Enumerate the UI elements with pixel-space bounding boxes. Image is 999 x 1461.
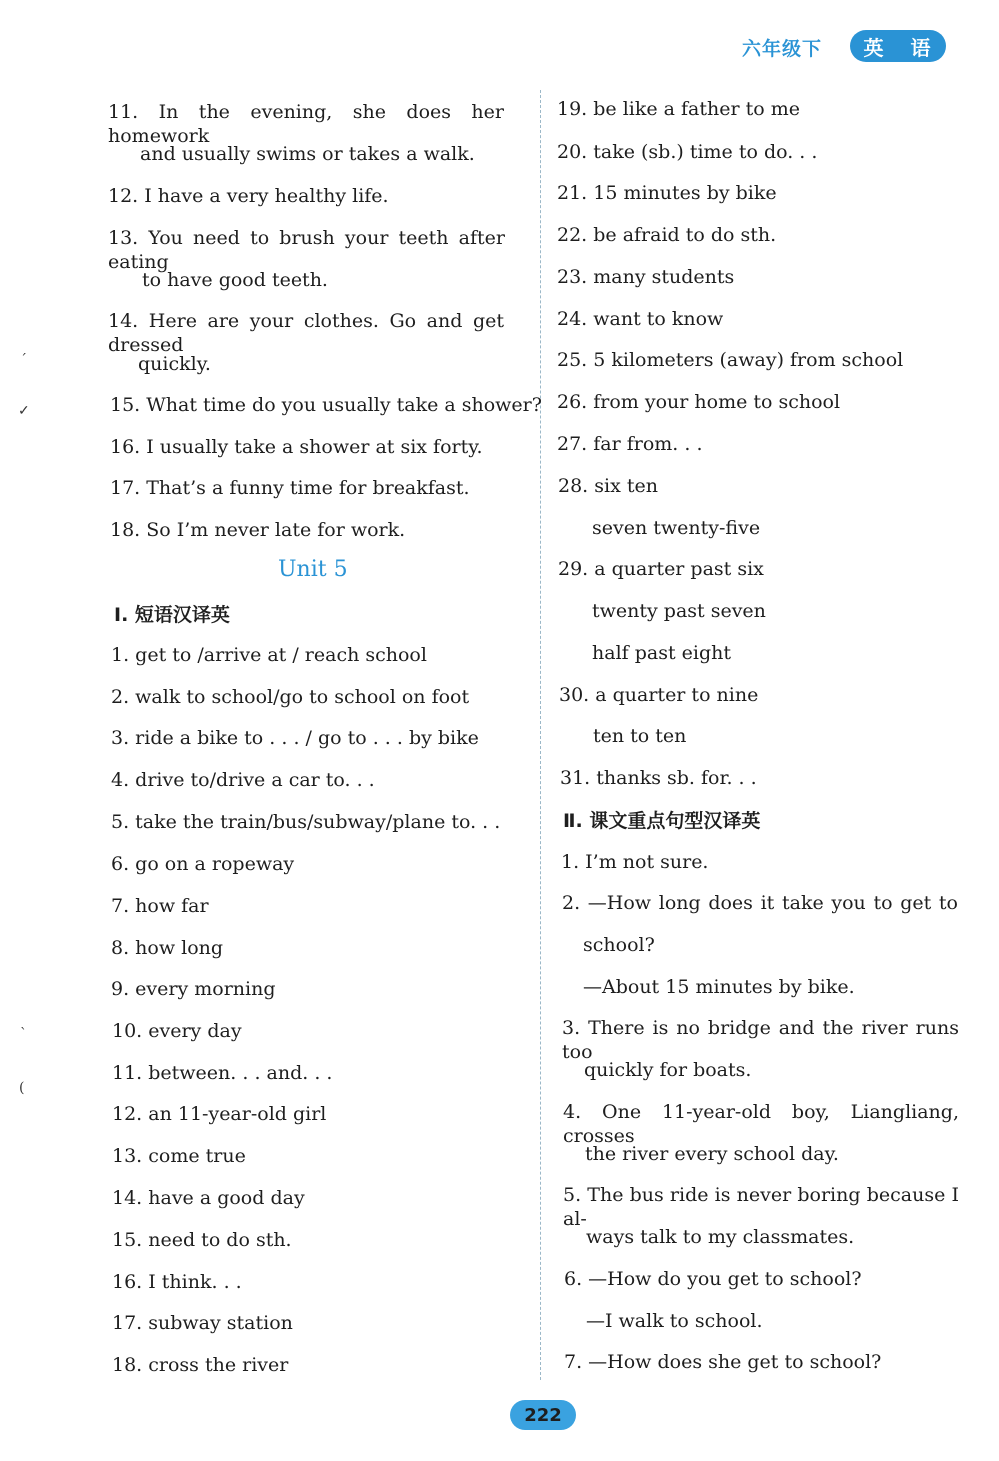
margin-mark: ✓	[18, 403, 30, 419]
text-line: 13. come true	[112, 1145, 246, 1167]
text-line: 8. how long	[111, 937, 224, 959]
unit-heading: Unit 5	[278, 557, 348, 582]
text-line: school?	[583, 934, 655, 956]
header-grade: 六年级下	[742, 38, 823, 60]
text-line: 11. between. . . and. . .	[112, 1062, 333, 1084]
text-line: 17. subway station	[112, 1312, 293, 1334]
text-line: 7. how far	[111, 895, 209, 917]
text-line: 30. a quarter to nine	[559, 684, 759, 706]
text-line: —About 15 minutes by bike.	[583, 976, 855, 998]
text-line: the river every school day.	[585, 1143, 839, 1165]
text-line: 29. a quarter past six	[558, 558, 764, 580]
header-subject-badge: 英 语	[850, 30, 946, 62]
text-line: twenty past seven	[592, 600, 766, 622]
text-line: 7. —How does she get to school?	[564, 1351, 882, 1373]
margin-mark: ˊ	[20, 352, 27, 368]
text-line: 23. many students	[557, 266, 735, 288]
text-line: 16. I think. . .	[112, 1271, 242, 1293]
text-line: 11. In the evening, she does her homework	[108, 101, 504, 147]
text-line: 4. drive to/drive a car to. . .	[111, 769, 375, 791]
text-line: 27. far from. . .	[557, 433, 703, 455]
text-line: 5. The bus ride is never boring because I al-	[563, 1184, 959, 1230]
text-line: 20. take (sb.) time to do. . .	[557, 141, 818, 163]
text-line: 2. —How long does it take you to get to	[562, 892, 958, 914]
text-line: 12. an 11-year-old girl	[112, 1103, 327, 1125]
text-line: 31. thanks sb. for. . .	[560, 767, 757, 789]
text-line: 2. walk to school/go to school on foot	[111, 686, 470, 708]
text-line: 9. every morning	[111, 978, 276, 1000]
text-line: ten to ten	[593, 725, 687, 747]
text-line: 22. be afraid to do sth.	[557, 224, 777, 246]
text-line: 18. So I’m never late for work.	[110, 519, 406, 541]
text-line: ways talk to my classmates.	[586, 1226, 855, 1248]
text-line: 12. I have a very healthy life.	[108, 185, 389, 207]
text-line: 15. need to do sth.	[112, 1229, 292, 1251]
text-line: 18. cross the river	[112, 1354, 289, 1376]
text-line: 24. want to know	[557, 308, 724, 330]
text-line: 1. get to /arrive at / reach school	[111, 644, 427, 666]
text-line: 4. One 11-year-old boy, Liangliang, crosses	[563, 1101, 959, 1147]
text-line: 3. There is no bridge and the river runs too	[562, 1017, 959, 1063]
text-line: seven twenty-five	[592, 517, 761, 539]
text-line: half past eight	[592, 642, 731, 664]
section-heading-sentences: Ⅱ. 课文重点句型汉译英	[563, 810, 761, 832]
column-divider	[540, 90, 541, 1380]
text-line: to have good teeth.	[142, 269, 328, 291]
margin-mark: ˋ	[20, 1026, 27, 1042]
text-line: 28. six ten	[558, 475, 658, 497]
section-heading-phrases: Ⅰ. 短语汉译英	[114, 604, 230, 626]
text-line: 26. from your home to school	[557, 391, 841, 413]
text-line: 16. I usually take a shower at six forty.	[110, 436, 483, 458]
margin-mark: (	[19, 1080, 25, 1096]
text-line: 3. ride a bike to . . . / go to . . . by bike	[111, 727, 479, 749]
text-line: 13. You need to brush your teeth after eating	[108, 227, 505, 273]
text-line: and usually swims or takes a walk.	[140, 143, 475, 165]
page-number-badge: 222	[510, 1400, 576, 1430]
text-line: 5. take the train/bus/subway/plane to. . .	[111, 811, 501, 833]
text-line: 19. be like a father to me	[557, 98, 800, 120]
text-line: 1. I’m not sure.	[561, 851, 709, 873]
text-line: —I walk to school.	[586, 1310, 763, 1332]
text-line: quickly.	[138, 353, 211, 375]
text-line: 10. every day	[112, 1020, 242, 1042]
text-line: 15. What time do you usually take a shower?	[110, 394, 542, 416]
text-line: 6. go on a ropeway	[111, 853, 295, 875]
text-line: 14. have a good day	[112, 1187, 305, 1209]
text-line: 14. Here are your clothes. Go and get dressed	[108, 310, 504, 356]
text-line: 17. That’s a funny time for breakfast.	[110, 477, 470, 499]
text-line: 25. 5 kilometers (away) from school	[557, 349, 904, 371]
text-line: quickly for boats.	[584, 1059, 752, 1081]
text-line: 21. 15 minutes by bike	[557, 182, 777, 204]
text-line: 6. —How do you get to school?	[564, 1268, 862, 1290]
